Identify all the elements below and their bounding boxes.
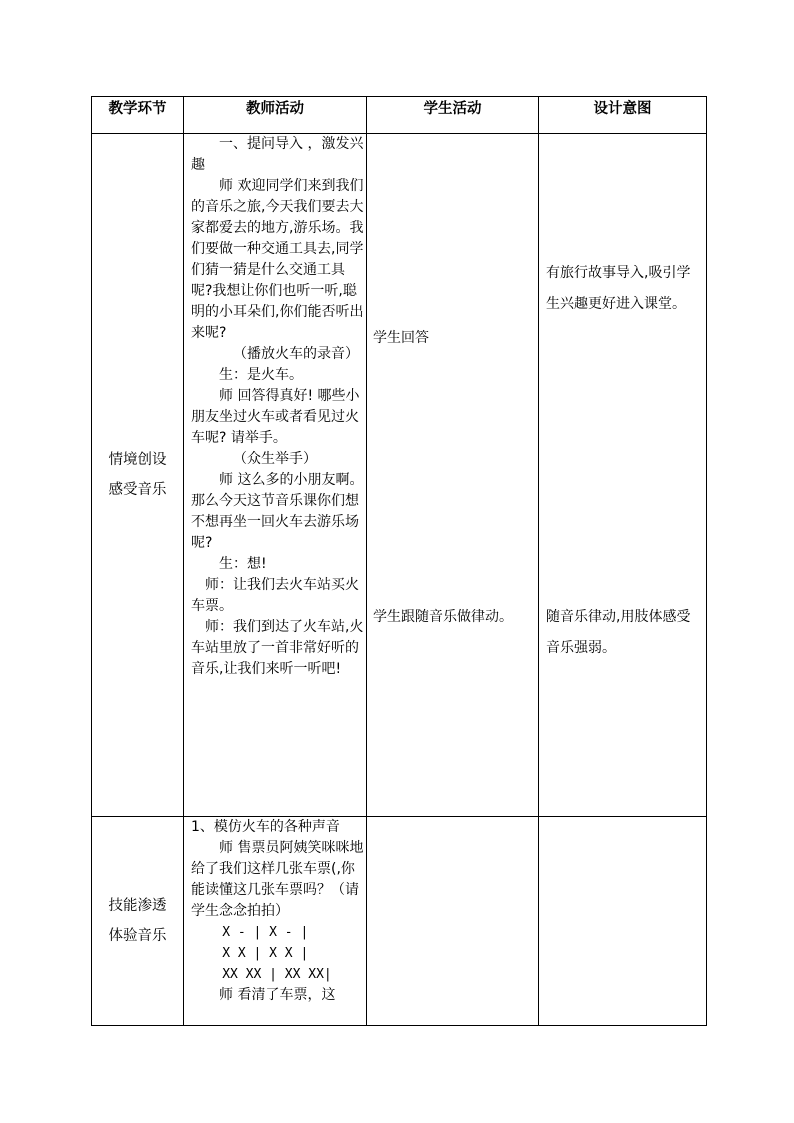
teacher-line: 师：我们到达了火车站,火车站里放了一首非常好听的音乐,让我们来听一听吧! [191, 619, 364, 677]
student-activity-1: 学生回答 [373, 330, 429, 346]
teacher-line: 一、提问导入 ，激发兴趣 [191, 136, 364, 173]
teacher-line: 师 回答得真好! 哪些小朋友坐过火车或者看见过火车呢? 请举手。 [191, 388, 360, 446]
stage-cell [92, 817, 184, 1026]
header-stage: 教学环节 [92, 97, 184, 134]
teacher-line: 1、模仿火车的各种声音 [191, 819, 340, 835]
teacher-line: 师 售票员阿姨笑咪咪地给了我们这样几张车票(,你能读懂这几张车票吗？（请学生念念拍拍） [191, 840, 364, 919]
teacher-line: （播放火车的录音） [233, 346, 359, 362]
lesson-plan-table [91, 96, 707, 1026]
student-activity-cell [367, 817, 539, 1026]
teacher-line: 生：想! [219, 556, 267, 572]
design-intent-1: 有旅行故事导入,吸引学生兴趣更好进入课堂。 [546, 265, 691, 312]
header-design-intent: 设计意图 [539, 97, 707, 134]
student-activity-2: 学生跟随音乐做律动。 [373, 609, 513, 625]
teacher-line: 师 欢迎同学们来到我们的音乐之旅,今天我们要去大家都爱去的地方,游乐场。我们要做一种交通工具去,同学们猜一猜是什么交通工具呢?我想让你们也听一听,聪明的小耳朵们,你们能否听出来呢? [191, 178, 364, 341]
header-student-activity: 学生活动 [367, 97, 539, 134]
teacher-activity-cell [184, 134, 367, 817]
teacher-line: 生：是火车。 [219, 367, 303, 383]
table-row [92, 134, 707, 817]
table-row [92, 817, 707, 1026]
stage-cell [92, 134, 184, 817]
stage-line: 体验音乐 [108, 928, 167, 944]
header-row [92, 97, 707, 134]
teacher-line: 师：让我们去火车站买火车票。 [191, 577, 359, 614]
design-intent-cell [539, 817, 707, 1026]
teacher-line: 师 看清了车票，这 [219, 987, 336, 1003]
teacher-line: 师 这么多的小朋友啊。那么今天这节音乐课你们想不想再坐一回火车去游乐场呢? [191, 472, 364, 551]
header-teacher-activity: 教师活动 [184, 97, 367, 134]
rhythm-line: X X | X X | [222, 946, 309, 961]
rhythm-line: XX XX | XX XX| [222, 967, 332, 982]
design-intent-2: 随音乐律动,用肢体感受音乐强弱。 [546, 609, 691, 656]
design-intent-cell [539, 134, 707, 817]
teacher-activity-cell [184, 817, 367, 1026]
stage-line: 感受音乐 [108, 482, 167, 498]
rhythm-line: X - | X - | [222, 925, 309, 940]
stage-line: 情境创设 [108, 452, 167, 468]
stage-line: 技能渗透 [108, 898, 167, 914]
teacher-line: （众生举手） [233, 451, 317, 467]
student-activity-cell [367, 134, 539, 817]
